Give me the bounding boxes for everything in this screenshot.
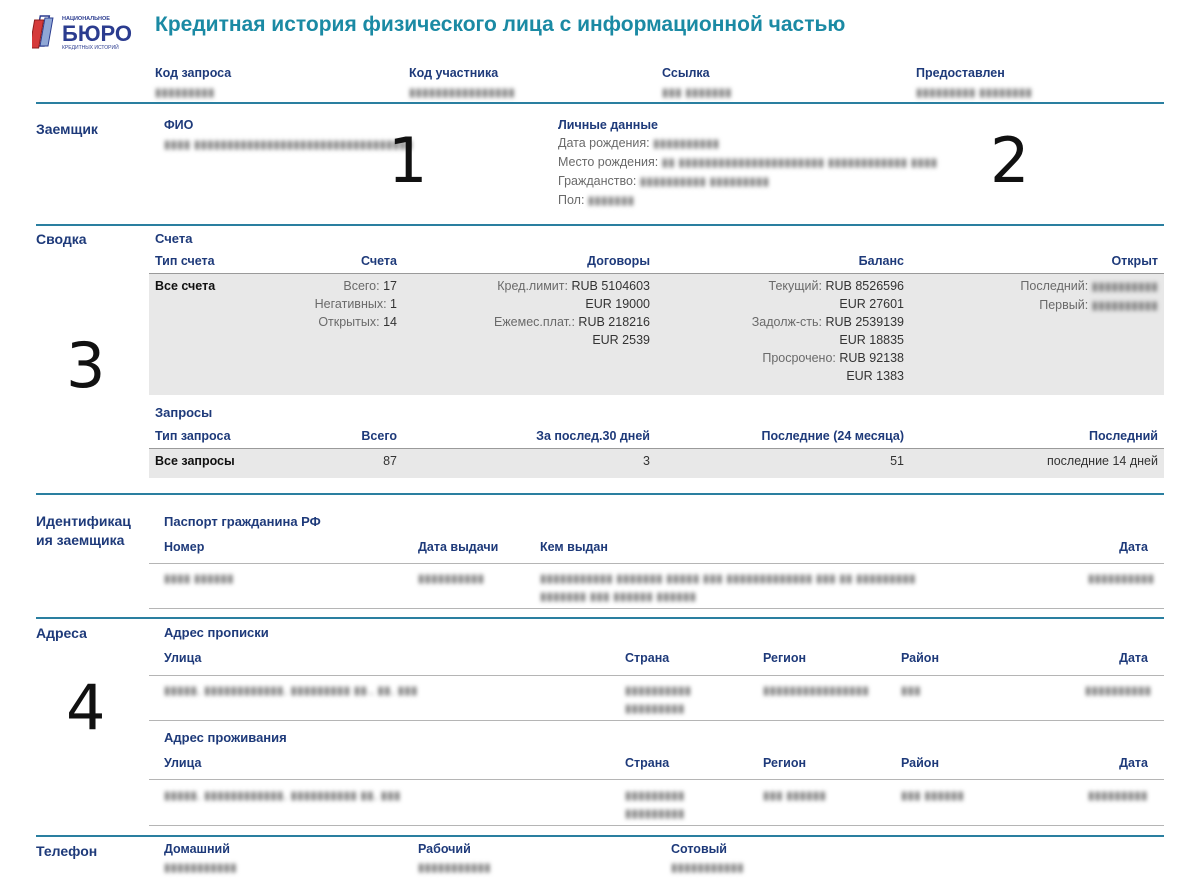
annotation-number-4: 4 [66, 671, 106, 744]
divider [36, 835, 1164, 837]
divider [149, 720, 1164, 721]
phone-section-title: Телефон [36, 843, 98, 859]
reg-col-street: Улица [164, 651, 202, 665]
divider [149, 608, 1164, 609]
res-col-district: Район [901, 756, 939, 770]
provided-label: Предоставлен [916, 66, 1005, 80]
res-date-value: ▮▮▮▮▮▮▮▮▮ [1088, 790, 1148, 802]
col-requests-30days: За послед.30 дней [536, 429, 650, 443]
monthly-payment-rub: Ежемес.плат.: RUB 218216 [493, 315, 650, 329]
res-region-value: ▮▮▮ ▮▮▮▮▮▮ [763, 790, 827, 802]
citizenship-key: Гражданство: [558, 174, 637, 188]
participant-code-value: ▮▮▮▮▮▮▮▮▮▮▮▮▮▮▮▮ [409, 87, 516, 99]
passport-issuer-line1: ▮▮▮▮▮▮▮▮▮▮▮ ▮▮▮▮▮▮▮ ▮▮▮▮▮ ▮▮▮ ▮▮▮▮▮▮▮▮▮▮▮▮▮ ▮▮▮ ▮▮ ▮▮▮▮▮▮▮▮▮ [540, 573, 916, 585]
divider [149, 825, 1164, 826]
birth-place-value: ▮▮ ▮▮▮▮▮▮▮▮▮▮▮▮▮▮▮▮▮▮▮▮▮▮ ▮▮▮▮▮▮▮▮▮▮▮▮ ▮▮▮▮ [661, 157, 938, 169]
reg-country-line1: ▮▮▮▮▮▮▮▮▮▮ [625, 685, 692, 697]
res-street-value: ▮▮▮▮▮, ▮▮▮▮▮▮▮▮▮▮▮▮, ▮▮▮▮▮▮▮▮▮▮ ▮▮, ▮▮▮ [164, 790, 401, 802]
requests-24months-value: 51 [890, 454, 904, 468]
res-district-value: ▮▮▮ ▮▮▮▮▮▮ [901, 790, 965, 802]
provided-value: ▮▮▮▮▮▮▮▮▮ ▮▮▮▮▮▮▮▮ [916, 87, 1033, 99]
requests-30days-value: 3 [643, 454, 650, 468]
identification-section-title [36, 512, 131, 550]
annotation-number-1: 1 [388, 124, 428, 197]
balance-overdue-eur: EUR 1383 [846, 369, 904, 383]
opened-dates [958, 277, 1158, 315]
res-col-date: Дата [1119, 756, 1148, 770]
all-requests-label: Все запросы [155, 454, 235, 468]
nbki-logo [32, 12, 132, 54]
divider [149, 448, 1164, 449]
col-balance: Баланс [858, 254, 904, 268]
balance-current-rub: Текущий: RUB 8526596 [768, 279, 904, 293]
reg-district-value: ▮▮▮ [901, 685, 921, 697]
passport-title: Паспорт гражданина РФ [164, 514, 321, 529]
accounts-open: Открытых: 14 [318, 315, 397, 329]
divider [149, 675, 1164, 676]
res-col-region: Регион [763, 756, 807, 770]
reg-country-line2: ▮▮▮▮▮▮▮▮▮ [625, 703, 685, 715]
credit-limit-eur: EUR 19000 [585, 297, 650, 311]
mobile-phone-label: Сотовый [671, 842, 727, 856]
personal-row-citizenship [558, 172, 937, 191]
contracts-values [450, 277, 650, 349]
col-requests-total: Всего [361, 429, 397, 443]
col-account-type: Тип счета [155, 254, 215, 268]
request-code-value: ▮▮▮▮▮▮▮▮▮ [155, 87, 215, 99]
col-passport-number: Номер [164, 540, 205, 554]
monthly-payment-eur: EUR 2539 [592, 333, 650, 347]
accounts-total: Всего: 17 [343, 279, 397, 293]
col-passport-date: Дата [1119, 540, 1148, 554]
divider [36, 102, 1164, 104]
col-requests-last: Последний [1089, 429, 1158, 443]
borrower-section-title: Заемщик [36, 121, 98, 137]
col-requests-24months: Последние (24 месяца) [761, 429, 904, 443]
balance-debt-eur: EUR 18835 [839, 333, 904, 347]
home-phone-value: ▮▮▮▮▮▮▮▮▮▮▮ [164, 862, 237, 874]
sex-value: ▮▮▮▮▮▮▮ [587, 195, 635, 207]
reference-label: Ссылка [662, 66, 710, 80]
identification-title-line2: ия заемщика [36, 532, 125, 548]
res-col-country: Страна [625, 756, 670, 770]
request-code-label: Код запроса [155, 66, 232, 80]
divider [36, 224, 1164, 226]
residence-address-title: Адрес проживания [164, 730, 287, 745]
identification-title-line1: Идентификац [36, 513, 131, 529]
accounts-counts [247, 277, 397, 331]
participant-code-label: Код участника [409, 66, 499, 80]
balance-values [704, 277, 904, 385]
passport-issue-date-value: ▮▮▮▮▮▮▮▮▮▮ [418, 573, 485, 585]
col-issued-by: Кем выдан [540, 540, 608, 554]
personal-row-sex [558, 191, 937, 210]
birth-place-key: Место рождения: [558, 155, 659, 169]
balance-debt-rub: Задолж-сть: RUB 2539139 [751, 315, 904, 329]
personal-row-birth-place [558, 153, 937, 172]
divider [149, 273, 1164, 274]
divider [36, 493, 1164, 495]
credit-limit-rub: Кред.лимит: RUB 5104603 [497, 279, 650, 293]
opened-last: Последний: ▮▮▮▮▮▮▮▮▮▮ [1020, 279, 1158, 293]
accounts-title: Счета [155, 231, 193, 246]
birth-date-value: ▮▮▮▮▮▮▮▮▮▮ [653, 138, 720, 150]
balance-overdue-rub: Просрочено: RUB 92138 [762, 351, 904, 365]
col-request-type: Тип запроса [155, 429, 231, 443]
col-accounts: Счета [361, 254, 397, 268]
col-issue-date: Дата выдачи [418, 540, 499, 554]
annotation-number-2: 2 [990, 124, 1030, 197]
requests-title: Запросы [155, 405, 213, 420]
requests-total-value: 87 [383, 454, 397, 468]
col-contracts: Договоры [587, 254, 650, 268]
accounts-negative: Негативных: 1 [314, 297, 397, 311]
personal-data-list [558, 134, 937, 210]
all-accounts-label: Все счета [155, 279, 216, 293]
reg-date-value: ▮▮▮▮▮▮▮▮▮▮ [1085, 685, 1152, 697]
reg-col-district: Район [901, 651, 939, 665]
personal-row-birth-date [558, 134, 937, 153]
reg-region-value: ▮▮▮▮▮▮▮▮▮▮▮▮▮▮▮▮ [763, 685, 870, 697]
citizenship-value: ▮▮▮▮▮▮▮▮▮▮ ▮▮▮▮▮▮▮▮▮ [639, 176, 770, 188]
res-country-line1: ▮▮▮▮▮▮▮▮▮ [625, 790, 685, 802]
passport-number-value: ▮▮▮▮ ▮▮▮▮▮▮ [164, 573, 234, 585]
summary-section-title: Сводка [36, 231, 87, 247]
annotation-number-3: 3 [66, 329, 106, 402]
logo-main-text: БЮРО [62, 21, 132, 46]
reg-col-date: Дата [1119, 651, 1148, 665]
work-phone-value: ▮▮▮▮▮▮▮▮▮▮▮ [418, 862, 491, 874]
fio-label: ФИО [164, 118, 194, 132]
reference-value: ▮▮▮ ▮▮▮▮▮▮▮ [662, 87, 732, 99]
reg-col-region: Регион [763, 651, 807, 665]
work-phone-label: Рабочий [418, 842, 471, 856]
col-opened: Открыт [1111, 254, 1158, 268]
divider [36, 617, 1164, 619]
reg-col-country: Страна [625, 651, 670, 665]
page-title: Кредитная история физического лица с информационной частью [155, 13, 846, 36]
divider [149, 563, 1164, 564]
divider [149, 779, 1164, 780]
addresses-section-title: Адреса [36, 625, 87, 641]
logo-top-text: НАЦИОНАЛЬНОЕ [62, 16, 110, 22]
res-col-street: Улица [164, 756, 202, 770]
reg-street-value: ▮▮▮▮▮, ▮▮▮▮▮▮▮▮▮▮▮▮, ▮▮▮▮▮▮▮▮▮ ▮▮., ▮▮, ▮▮▮ [164, 685, 418, 697]
sex-key: Пол: [558, 193, 585, 207]
birth-date-key: Дата рождения: [558, 136, 650, 150]
logo-bottom-text: КРЕДИТНЫХ ИСТОРИЙ [62, 45, 119, 51]
home-phone-label: Домашний [164, 842, 230, 856]
balance-current-eur: EUR 27601 [839, 297, 904, 311]
passport-issuer-line2: ▮▮▮▮▮▮▮ ▮▮▮ ▮▮▮▮▮▮ ▮▮▮▮▮▮ [540, 591, 697, 603]
registration-address-title: Адрес прописки [164, 625, 269, 640]
personal-data-label: Личные данные [558, 118, 658, 132]
fio-value: ▮▮▮▮ ▮▮▮▮▮▮▮▮▮▮▮▮▮▮▮▮▮▮▮▮▮▮▮▮▮▮▮▮▮▮▮▮▮ [164, 139, 413, 151]
res-country-line2: ▮▮▮▮▮▮▮▮▮ [625, 808, 685, 820]
passport-date-value: ▮▮▮▮▮▮▮▮▮▮ [1088, 573, 1155, 585]
mobile-phone-value: ▮▮▮▮▮▮▮▮▮▮▮ [671, 862, 744, 874]
opened-first: Первый: ▮▮▮▮▮▮▮▮▮▮ [1039, 298, 1158, 312]
requests-last-value: последние 14 дней [1046, 454, 1158, 468]
